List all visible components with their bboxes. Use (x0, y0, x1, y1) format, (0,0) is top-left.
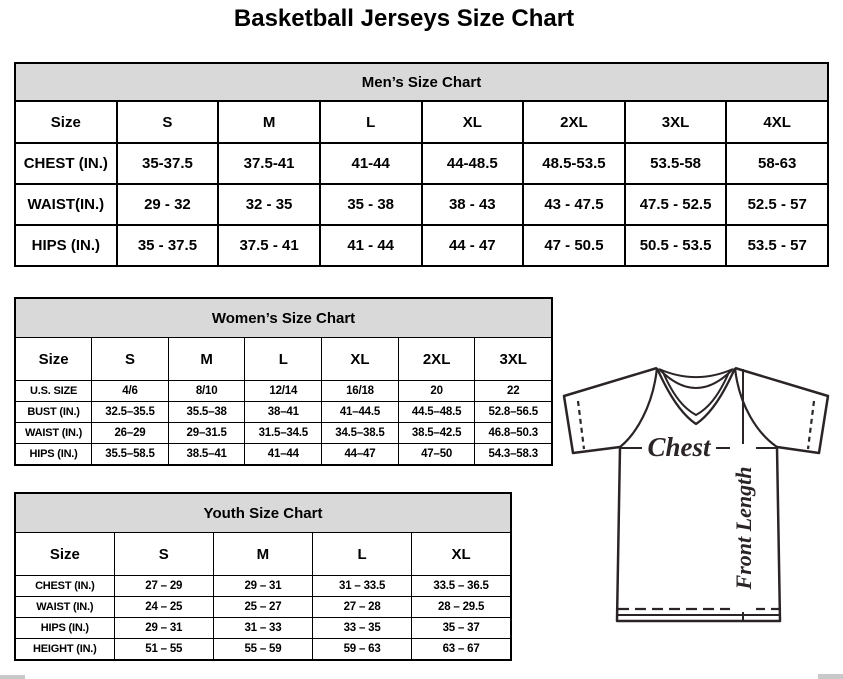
table-cell: 58-63 (726, 143, 828, 184)
table-cell: 33 – 35 (313, 618, 412, 639)
table-cell: 35-37.5 (117, 143, 219, 184)
table-row (15, 402, 552, 423)
table-cell: 35.5–38 (168, 402, 245, 423)
size-header-label: Size (15, 533, 114, 576)
table-cell: 4/6 (92, 381, 169, 402)
page-title: Basketball Jerseys Size Chart (233, 5, 575, 32)
size-column-header: 2XL (398, 338, 475, 381)
table-row (15, 423, 552, 444)
table-cell: 51 – 55 (114, 639, 213, 661)
table-cell: 38.5–41 (168, 444, 245, 466)
table-title-row (15, 63, 828, 101)
table-row (15, 381, 552, 402)
table-title-row (15, 298, 552, 338)
size-column-header: M (168, 338, 245, 381)
right-cuff-dashed-line (808, 401, 814, 449)
size-column-header: XL (422, 101, 524, 143)
table-cell: 32 - 35 (218, 184, 320, 225)
table-cell: 44–47 (322, 444, 399, 466)
table-row (15, 597, 511, 618)
table-cell: 54.3–58.3 (475, 444, 552, 466)
womens-size-table (14, 297, 553, 466)
table-cell: 35 - 37.5 (117, 225, 219, 266)
table-cell: 44-48.5 (422, 143, 524, 184)
table-cell: 63 – 67 (412, 639, 511, 661)
size-column-header: S (117, 101, 219, 143)
table-cell: 50.5 - 53.5 (625, 225, 727, 266)
row-label: HIPS (IN.) (15, 618, 114, 639)
size-column-header: M (218, 101, 320, 143)
row-label: HIPS (IN.) (15, 225, 117, 266)
table-cell: 20 (398, 381, 475, 402)
size-header-label: Size (15, 101, 117, 143)
table-cell: 44 - 47 (422, 225, 524, 266)
table-cell: 55 – 59 (213, 639, 312, 661)
table-cell: 44.5–48.5 (398, 402, 475, 423)
table-cell: 38–41 (245, 402, 322, 423)
table-cell: 41 - 44 (320, 225, 422, 266)
table-cell: 52.8–56.5 (475, 402, 552, 423)
chest-measure-label: Chest (647, 432, 711, 462)
table-row (15, 184, 828, 225)
table-title: Women’s Size Chart (15, 298, 552, 338)
table-cell: 41–44 (245, 444, 322, 466)
table-row (15, 618, 511, 639)
table-cell: 33.5 – 36.5 (412, 576, 511, 597)
table-cell: 41–44.5 (322, 402, 399, 423)
size-header-label: Size (15, 338, 92, 381)
table-cell: 59 – 63 (313, 639, 412, 661)
size-column-header: 3XL (475, 338, 552, 381)
table-cell: 48.5-53.5 (523, 143, 625, 184)
size-column-header: L (320, 101, 422, 143)
table-cell: 38.5–42.5 (398, 423, 475, 444)
row-label: U.S. SIZE (15, 381, 92, 402)
table-cell: 24 – 25 (114, 597, 213, 618)
table-cell: 47 - 50.5 (523, 225, 625, 266)
table-cell: 35.5–58.5 (92, 444, 169, 466)
table-cell: 8/10 (168, 381, 245, 402)
table-cell: 32.5–35.5 (92, 402, 169, 423)
row-label: HIPS (IN.) (15, 444, 92, 466)
size-column-header: L (313, 533, 412, 576)
size-column-header: S (92, 338, 169, 381)
table-header-row (15, 533, 511, 576)
row-label: HEIGHT (IN.) (15, 639, 114, 661)
table-cell: 22 (475, 381, 552, 402)
table-row (15, 576, 511, 597)
table-cell: 38 - 43 (422, 184, 524, 225)
size-column-header: 4XL (726, 101, 828, 143)
jersey-outline (564, 368, 828, 621)
table-cell: 27 – 28 (313, 597, 412, 618)
table-cell: 31.5–34.5 (245, 423, 322, 444)
size-column-header: XL (412, 533, 511, 576)
table-cell: 37.5-41 (218, 143, 320, 184)
table-cell: 25 – 27 (213, 597, 312, 618)
table-title: Youth Size Chart (15, 493, 511, 533)
table-header-row (15, 101, 828, 143)
table-cell: 26–29 (92, 423, 169, 444)
table-cell: 53.5-58 (625, 143, 727, 184)
table-cell: 37.5 - 41 (218, 225, 320, 266)
table-cell: 27 – 29 (114, 576, 213, 597)
mens-size-table (14, 62, 829, 267)
row-label: WAIST (IN.) (15, 597, 114, 618)
jersey-diagram (558, 356, 843, 628)
size-column-header: S (114, 533, 213, 576)
table-title-row (15, 493, 511, 533)
table-cell: 29 - 32 (117, 184, 219, 225)
table-cell: 47–50 (398, 444, 475, 466)
table-title: Men’s Size Chart (15, 63, 828, 101)
table-cell: 41-44 (320, 143, 422, 184)
table-cell: 31 – 33 (213, 618, 312, 639)
size-column-header: L (245, 338, 322, 381)
table-cell: 29 – 31 (213, 576, 312, 597)
youth-size-table (14, 492, 512, 661)
size-column-header: 3XL (625, 101, 727, 143)
left-cuff-dashed-line (578, 401, 584, 449)
table-cell: 35 – 37 (412, 618, 511, 639)
table-header-row (15, 338, 552, 381)
size-column-header: M (213, 533, 312, 576)
table-cell: 31 – 33.5 (313, 576, 412, 597)
scrollbar-fragment-left (0, 675, 25, 679)
front-length-label: Front Length (731, 466, 756, 590)
size-column-header: 2XL (523, 101, 625, 143)
table-row (15, 639, 511, 661)
row-label: WAIST (IN.) (15, 423, 92, 444)
table-cell: 12/14 (245, 381, 322, 402)
table-cell: 46.8–50.3 (475, 423, 552, 444)
table-row (15, 444, 552, 466)
collar-curve-1 (659, 369, 733, 377)
table-cell: 35 - 38 (320, 184, 422, 225)
row-label: BUST (IN.) (15, 402, 92, 423)
table-cell: 53.5 - 57 (726, 225, 828, 266)
scrollbar-fragment-right (818, 674, 843, 679)
table-row (15, 225, 828, 266)
table-cell: 29–31.5 (168, 423, 245, 444)
table-cell: 52.5 - 57 (726, 184, 828, 225)
row-label: CHEST (IN.) (15, 143, 117, 184)
size-column-header: XL (322, 338, 399, 381)
row-label: CHEST (IN.) (15, 576, 114, 597)
table-cell: 47.5 - 52.5 (625, 184, 727, 225)
table-cell: 43 - 47.5 (523, 184, 625, 225)
table-cell: 34.5–38.5 (322, 423, 399, 444)
table-cell: 28 – 29.5 (412, 597, 511, 618)
table-row (15, 143, 828, 184)
table-cell: 29 – 31 (114, 618, 213, 639)
row-label: WAIST(IN.) (15, 184, 117, 225)
table-cell: 16/18 (322, 381, 399, 402)
